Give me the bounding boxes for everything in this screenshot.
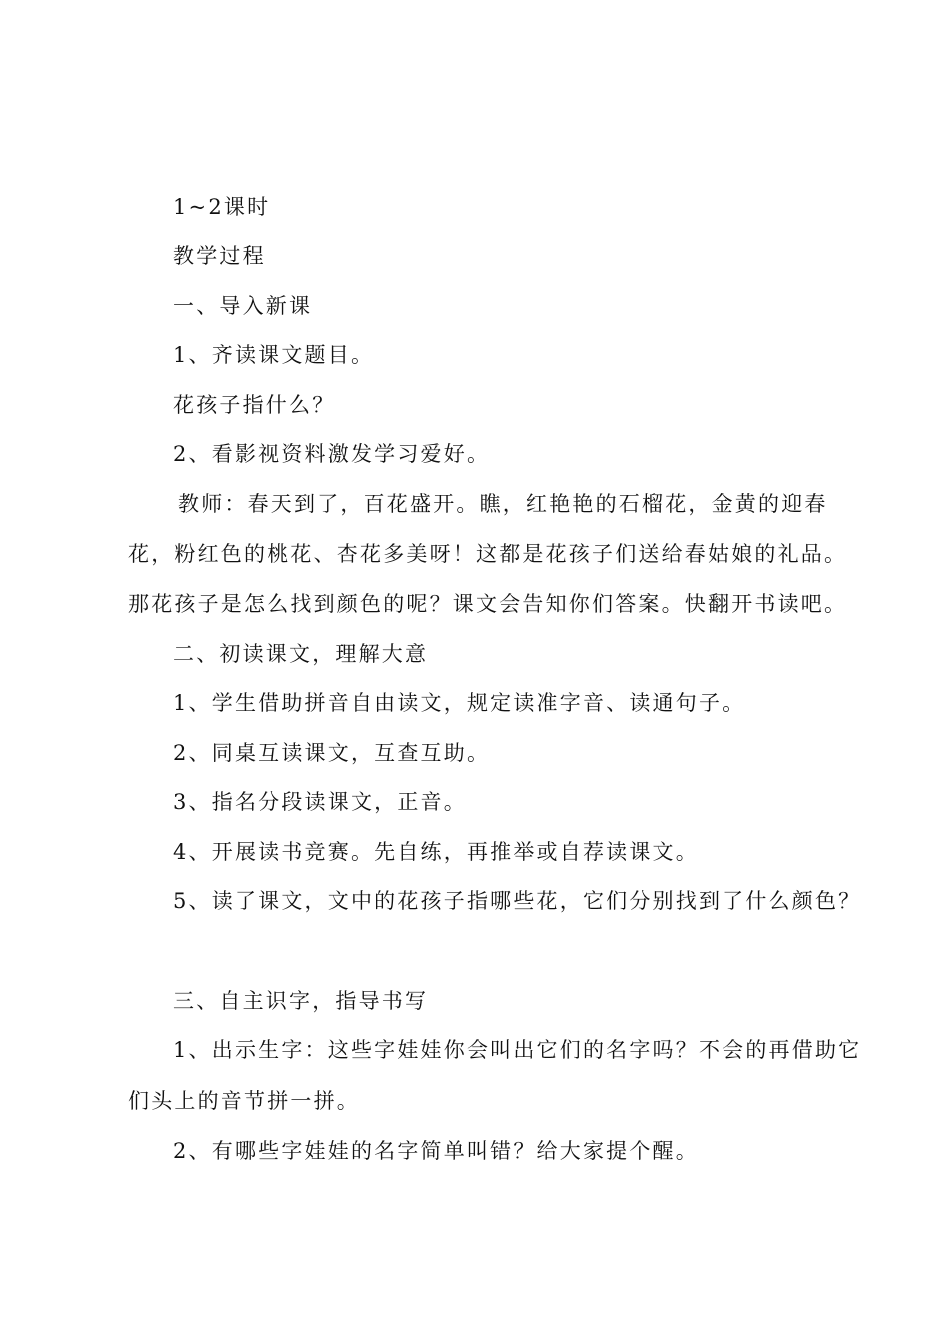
section1-item1: 1、齐读课文题目。 [173,343,375,367]
section3-item1-line1: 1、出示生字：这些字娃娃你会叫出它们的名字吗？不会的再借助它 [173,1038,862,1062]
teacher-line2: 花，粉红色的桃花、杏花多美呀！这都是花孩子们送给春姑娘的礼品。 [128,542,848,566]
section3-item1-line2: 们头上的音节拼一拼。 [128,1089,360,1113]
section2-item5: 5、读了课文，文中的花孩子指哪些花，它们分别找到了什么颜色？ [173,889,862,913]
section2-item3: 3、指名分段读课文，正音。 [173,790,467,814]
section1-item2: 2、看影视资料激发学习爱好。 [173,442,491,466]
section1-question: 花孩子指什么？ [173,393,336,417]
lesson-hours: 1~2课时 [173,195,271,219]
section2-item1: 1、学生借助拼音自由读文，规定读准字音、读通句子。 [173,691,746,715]
teacher-line1: 教师：春天到了，百花盛开。瞧，红艳艳的石榴花，金黄的迎春 [178,492,828,516]
process-title: 教学过程 [173,244,266,268]
section3-heading: 三、自主识字，指导书写 [173,989,429,1013]
teacher-line3: 那花孩子是怎么找到颜色的呢？课文会告知你们答案。快翻开书读吧。 [128,592,848,616]
section3-item2: 2、有哪些字娃娃的名字简单叫错？给大家提个醒。 [173,1139,699,1163]
section2-item2: 2、同桌互读课文，互查互助。 [173,741,491,765]
section2-heading: 二、初读课文，理解大意 [173,642,429,666]
section2-item4: 4、开展读书竞赛。先自练，再推举或自荐读课文。 [173,840,699,864]
section1-heading: 一、导入新课 [173,294,313,318]
